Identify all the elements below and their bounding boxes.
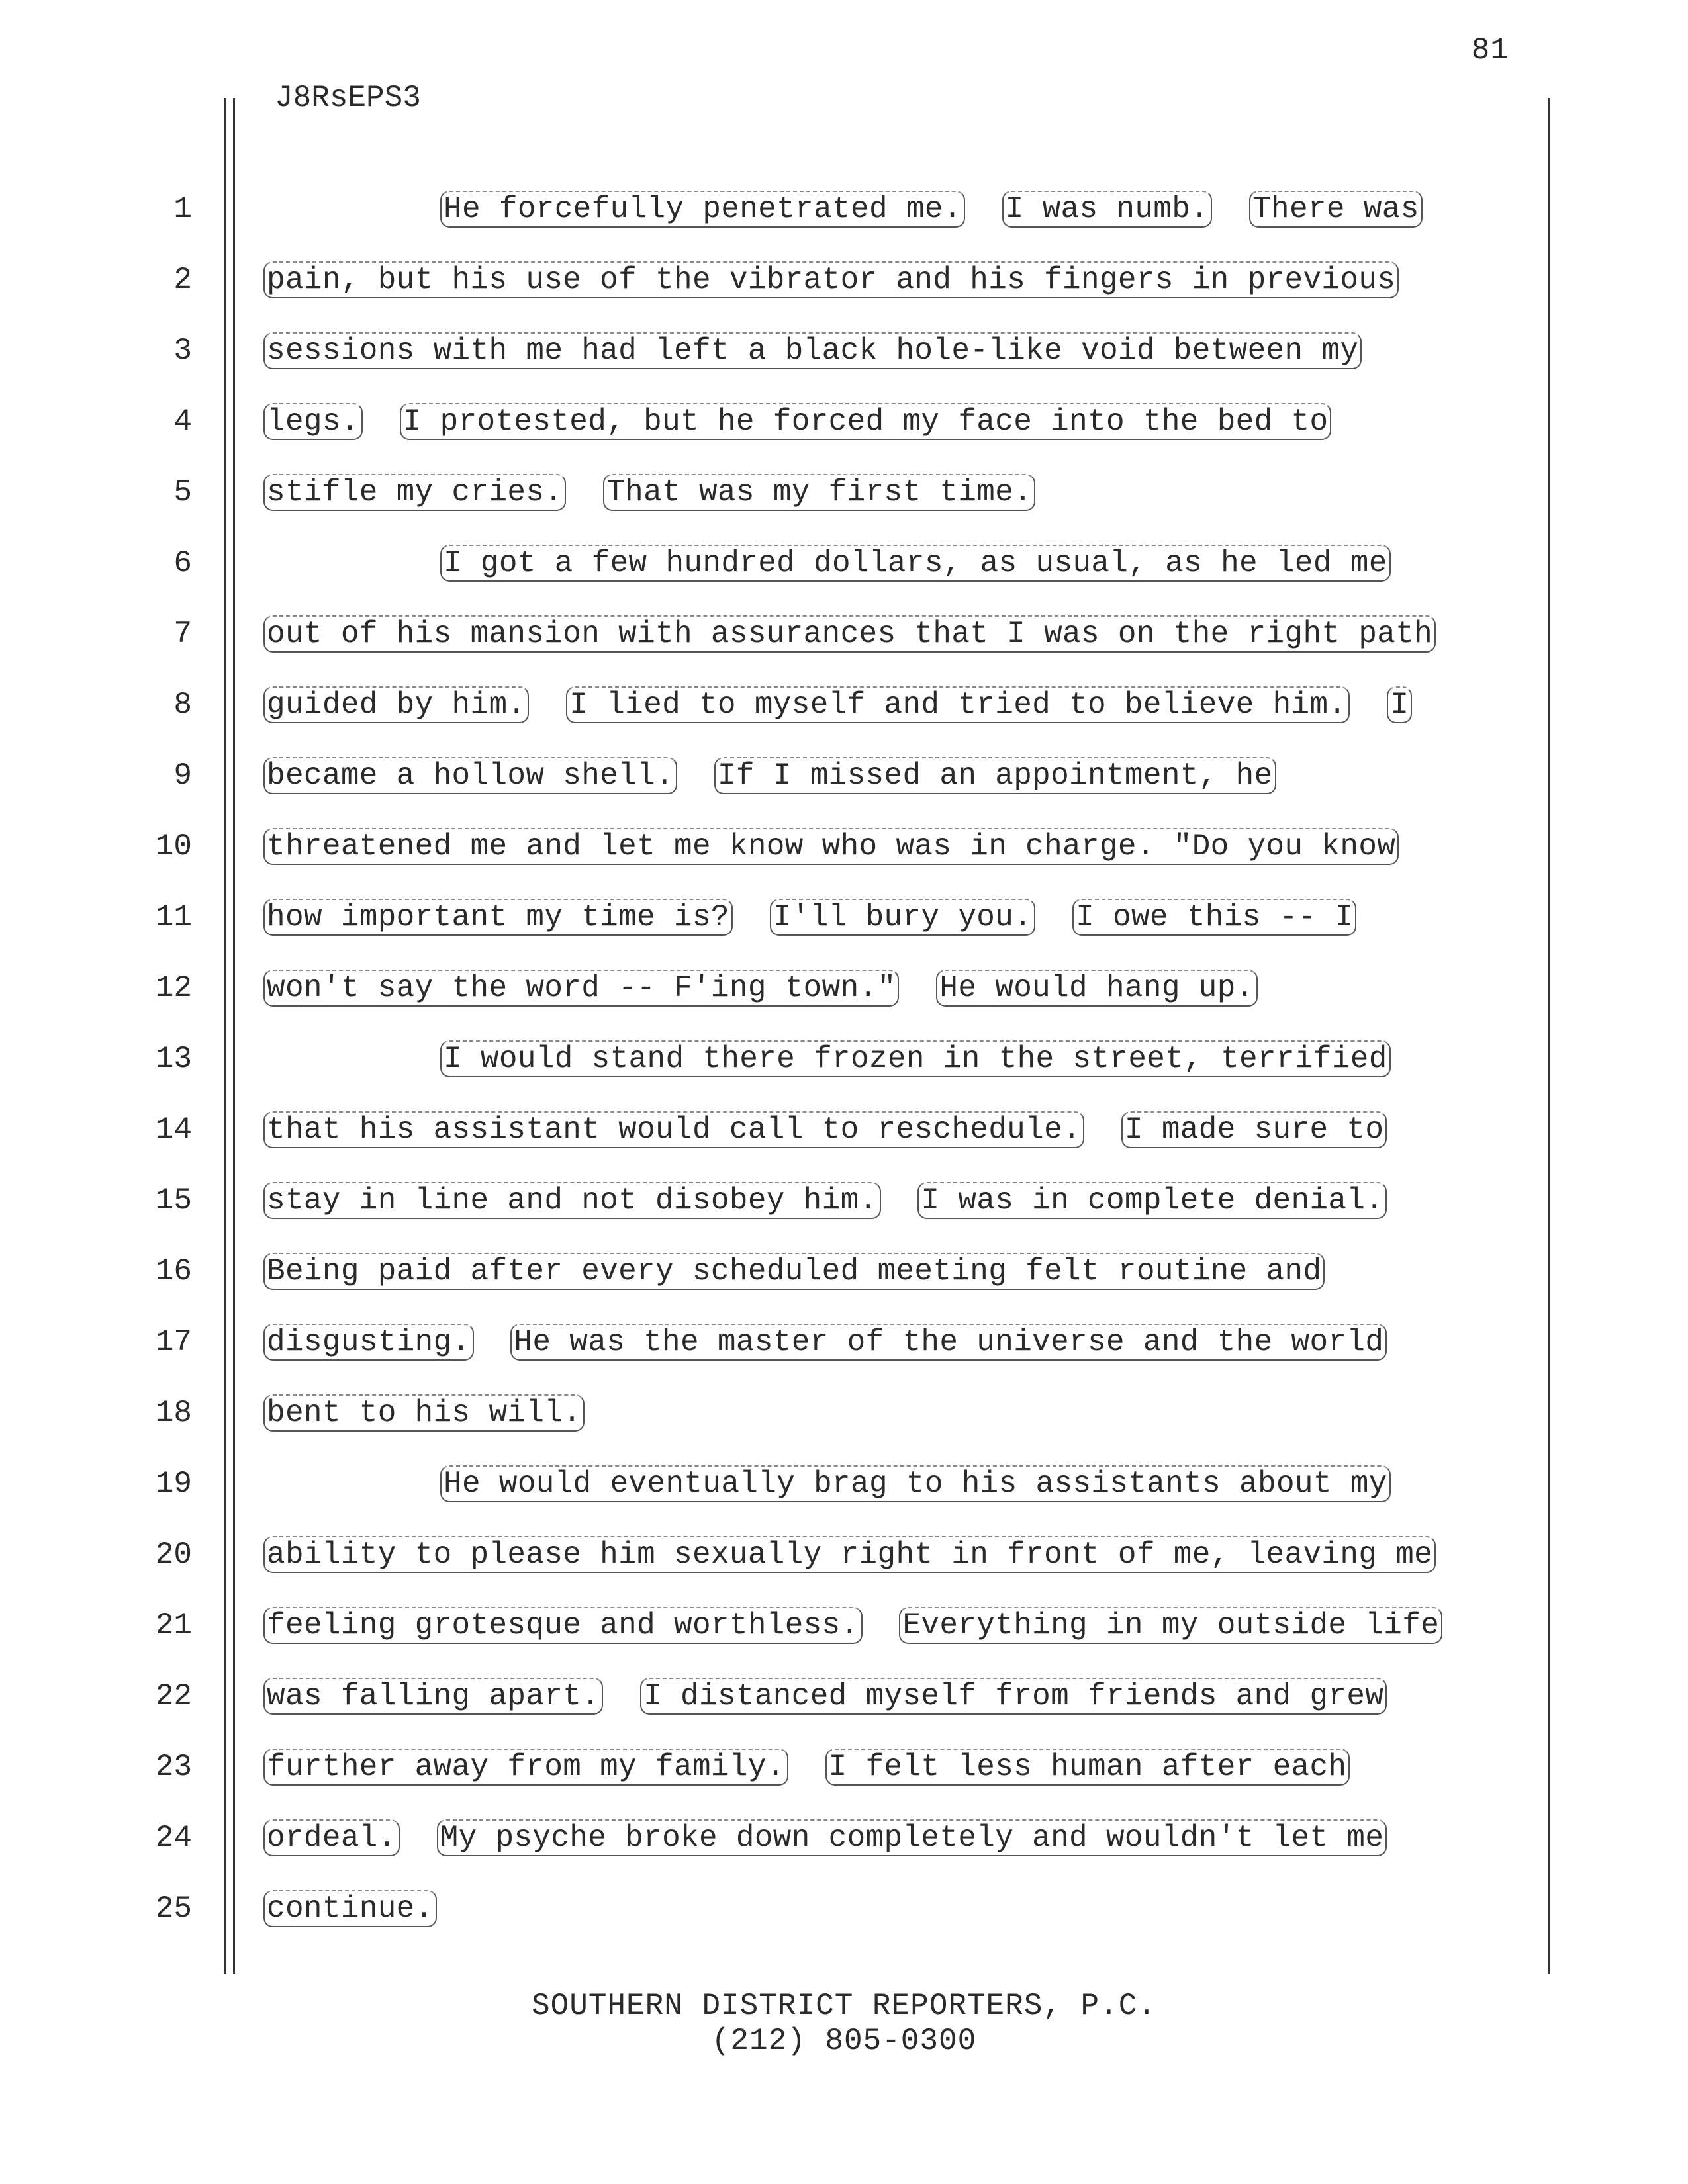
line-number: 21 xyxy=(155,1608,192,1643)
line-number: 7 xyxy=(173,617,192,651)
sentence-segment: how important my time is? xyxy=(263,899,733,936)
sentence-segment: guided by him. xyxy=(263,686,529,723)
sentence-segment: I lied to myself and tried to believe him. xyxy=(566,686,1350,723)
transcript-line xyxy=(0,1806,1688,1877)
sentence-segment: won't say the word -- F'ing town." xyxy=(263,970,899,1007)
line-number: 8 xyxy=(173,688,192,722)
sentence-segment: continue. xyxy=(263,1890,437,1927)
line-text xyxy=(263,1891,437,1926)
line-text xyxy=(263,1254,1325,1289)
line-text xyxy=(440,1467,1391,1501)
line-number: 23 xyxy=(155,1750,192,1784)
line-text xyxy=(440,192,1423,226)
sentence-segment: pain, but his use of the vibrator and his fingers in previous xyxy=(263,261,1399,298)
sentence-segment: threatened me and let me know who was in charge. "Do you know xyxy=(263,828,1399,865)
transcript-line xyxy=(0,886,1688,956)
line-number: 16 xyxy=(155,1254,192,1289)
sentence-segment: that his assistant would call to reschedule. xyxy=(263,1111,1084,1148)
sentence-segment: I felt less human after each xyxy=(825,1749,1350,1786)
transcript-line xyxy=(0,1594,1688,1664)
transcript-line xyxy=(0,1027,1688,1098)
sentence-segment: sessions with me had left a black hole-like void between my xyxy=(263,332,1362,369)
transcript-line xyxy=(0,1169,1688,1240)
transcript-line xyxy=(0,744,1688,815)
line-number: 19 xyxy=(155,1467,192,1501)
reporter-phone: (212) 805-0300 xyxy=(711,2024,977,2058)
sentence-segment: I distanced myself from friends and grew xyxy=(640,1678,1387,1715)
sentence-segment: He would hang up. xyxy=(936,970,1257,1007)
transcript-line xyxy=(0,815,1688,886)
line-text xyxy=(263,263,1399,297)
transcript-line xyxy=(0,531,1688,602)
sentence-segment: stay in line and not disobey him. xyxy=(263,1182,881,1219)
transcript-line xyxy=(0,673,1688,744)
sentence-segment: I owe this -- I xyxy=(1072,899,1356,936)
line-text xyxy=(263,404,1331,439)
transcript-line xyxy=(0,1735,1688,1806)
line-text xyxy=(263,1325,1387,1359)
line-text xyxy=(263,1608,1442,1643)
transcript-line xyxy=(0,1452,1688,1523)
sentence-segment: That was my first time. xyxy=(603,474,1035,511)
line-number: 5 xyxy=(173,475,192,510)
line-text xyxy=(263,688,1412,722)
sentence-segment: Everything in my outside life xyxy=(899,1607,1442,1644)
line-number: 9 xyxy=(173,758,192,793)
sentence-segment: Being paid after every scheduled meeting felt routine and xyxy=(263,1253,1325,1290)
line-text xyxy=(263,1821,1387,1855)
transcript-line xyxy=(0,177,1688,248)
transcript-line xyxy=(0,1381,1688,1452)
sentence-segment: I made sure to xyxy=(1121,1111,1387,1148)
line-text xyxy=(263,1679,1387,1713)
transcript-line xyxy=(0,1664,1688,1735)
sentence-segment: He forcefully penetrated me. xyxy=(440,191,965,228)
sentence-segment: legs. xyxy=(263,403,363,440)
line-text xyxy=(263,900,1356,934)
sentence-segment: ordeal. xyxy=(263,1819,400,1856)
sentence-segment: I was in complete denial. xyxy=(917,1182,1387,1219)
sentence-segment: stifle my cries. xyxy=(263,474,566,511)
line-number: 10 xyxy=(155,829,192,864)
page-number: 81 xyxy=(1471,33,1509,68)
line-text xyxy=(263,334,1362,368)
sentence-segment: I xyxy=(1387,686,1412,723)
line-number: 2 xyxy=(173,263,192,297)
sentence-segment: He was the master of the universe and the world xyxy=(510,1324,1387,1361)
sentence-segment: I got a few hundred dollars, as usual, as he led me xyxy=(440,545,1391,582)
line-text xyxy=(263,758,1276,793)
sentence-segment: feeling grotesque and worthless. xyxy=(263,1607,863,1644)
line-number: 20 xyxy=(155,1537,192,1572)
line-text xyxy=(263,1183,1387,1218)
line-text xyxy=(440,1042,1391,1076)
line-text xyxy=(263,475,1035,510)
line-text xyxy=(263,1537,1436,1572)
sentence-segment: I would stand there frozen in the street, terrified xyxy=(440,1040,1391,1077)
sentence-segment: became a hollow shell. xyxy=(263,757,677,794)
line-text xyxy=(440,546,1391,580)
line-text xyxy=(263,1396,585,1430)
line-number: 4 xyxy=(173,404,192,439)
line-number: 12 xyxy=(155,971,192,1005)
line-number: 18 xyxy=(155,1396,192,1430)
sentence-segment: If I missed an appointment, he xyxy=(714,757,1276,794)
transcript-line xyxy=(0,1523,1688,1594)
line-number: 24 xyxy=(155,1821,192,1855)
line-number: 25 xyxy=(155,1891,192,1926)
line-number: 13 xyxy=(155,1042,192,1076)
line-number: 3 xyxy=(173,334,192,368)
sentence-segment: was falling apart. xyxy=(263,1678,603,1715)
transcript-line xyxy=(0,1310,1688,1381)
sentence-segment: bent to his will. xyxy=(263,1394,585,1432)
sentence-segment: There was xyxy=(1249,191,1423,228)
sentence-segment: out of his mansion with assurances that I was on the right path xyxy=(263,615,1436,653)
sentence-segment: ability to please him sexually right in front of me, leaving me xyxy=(263,1536,1436,1573)
transcript-line xyxy=(0,248,1688,319)
sentence-segment: I was numb. xyxy=(1002,191,1213,228)
transcript-line xyxy=(0,1877,1688,1948)
transcript-line xyxy=(0,1098,1688,1169)
sentence-segment: He would eventually brag to his assistants about my xyxy=(440,1465,1391,1502)
line-text xyxy=(263,1113,1387,1147)
line-number: 1 xyxy=(173,192,192,226)
case-id: J8RsEPS3 xyxy=(275,81,421,115)
line-text xyxy=(263,1750,1350,1784)
line-text xyxy=(263,829,1399,864)
sentence-segment: My psyche broke down completely and wouldn't let me xyxy=(437,1819,1387,1856)
transcript-line xyxy=(0,319,1688,390)
sentence-segment: further away from my family. xyxy=(263,1749,788,1786)
sentence-segment: I protested, but he forced my face into the bed to xyxy=(400,403,1332,440)
line-number: 6 xyxy=(173,546,192,580)
line-number: 22 xyxy=(155,1679,192,1713)
transcript-line xyxy=(0,602,1688,673)
transcript-line xyxy=(0,390,1688,461)
transcript-line xyxy=(0,1240,1688,1310)
reporter-name: SOUTHERN DISTRICT REPORTERS, P.C. xyxy=(532,1989,1156,2023)
line-number: 14 xyxy=(155,1113,192,1147)
line-number: 15 xyxy=(155,1183,192,1218)
line-text xyxy=(263,617,1436,651)
line-number: 11 xyxy=(155,900,192,934)
transcript-line xyxy=(0,461,1688,531)
transcript-line xyxy=(0,956,1688,1027)
sentence-segment: disgusting. xyxy=(263,1324,474,1361)
line-text xyxy=(263,971,1258,1005)
line-number: 17 xyxy=(155,1325,192,1359)
sentence-segment: I'll bury you. xyxy=(770,899,1035,936)
